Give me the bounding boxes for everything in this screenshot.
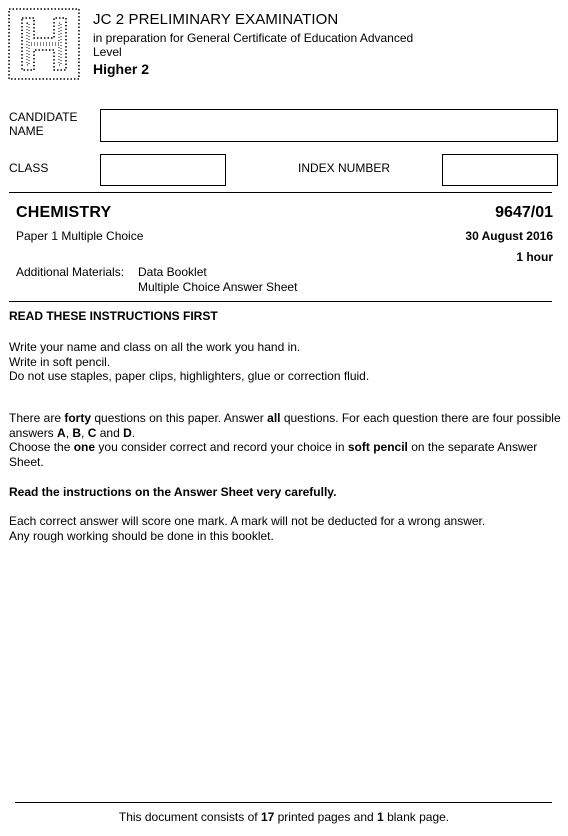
instruction-line: Each correct answer will score one mark. A mark will not be deducted for a wrong answer. (9, 514, 486, 528)
exam-title: JC 2 PRELIMINARY EXAMINATION (93, 11, 339, 28)
exam-level: Higher 2 (93, 61, 150, 77)
answer-sheet-note: Read the instructions on the Answer Sheet very carefully. (9, 485, 337, 499)
candidate-name-label-line-2: NAME (9, 124, 44, 138)
instruction-line: Do not use staples, paper clips, highlighters, glue or correction fluid. (9, 369, 370, 383)
middle-divider (9, 301, 552, 302)
text-run-bold: C (87, 425, 97, 440)
instruction-line: Write your name and class on all the work you hand in. (9, 340, 301, 354)
school-crest-logo (8, 8, 80, 80)
instructions-heading: READ THESE INSTRUCTIONS FIRST (9, 309, 218, 323)
text-run: questions on this paper. Answer (91, 411, 268, 425)
instruction-line: Write in soft pencil. (9, 354, 111, 369)
paper-code: 9647/01 (495, 204, 553, 221)
text-run: questions. For each question there are four possible answers (9, 411, 561, 440)
blank-page-count: 1 (377, 810, 384, 824)
additional-material-item: Multiple Choice Answer Sheet (138, 280, 298, 294)
text-run: . (131, 425, 136, 440)
text-run: on the separate Answer Sheet. (9, 440, 538, 469)
text-run-bold: B (72, 425, 82, 440)
text-run-bold: forty (64, 411, 92, 425)
instruction-line: Any rough working should be done in this booklet. (9, 528, 274, 543)
additional-materials-label: Additional Materials: (16, 265, 125, 279)
index-number-label: INDEX NUMBER (298, 161, 391, 175)
text-run-bold: all (267, 411, 281, 425)
text-run: , (81, 425, 88, 440)
subject-title: CHEMISTRY (16, 204, 112, 221)
general-instructions (9, 340, 561, 384)
text-run: This document consists of (118, 810, 261, 824)
question-count-paragraph (9, 411, 561, 440)
subtitle-line-1: in preparation for General Certificate of Education Advanced (93, 31, 414, 45)
class-field[interactable] (100, 154, 226, 186)
class-label: CLASS (9, 161, 49, 175)
top-divider (9, 192, 552, 193)
text-run-bold: one (73, 440, 96, 454)
subtitle-line-2: Level (93, 45, 122, 59)
text-run-bold: soft pencil (347, 440, 408, 454)
additional-material-item: Data Booklet (138, 265, 207, 279)
text-run-bold: A (57, 425, 66, 440)
exam-subtitle (93, 31, 453, 59)
text-run: There are (9, 411, 65, 425)
candidate-name-label (9, 110, 77, 138)
text-run: you consider correct and record your choice in (95, 440, 348, 454)
text-run: Choose the (9, 440, 74, 454)
footer-divider (15, 802, 552, 803)
index-number-field[interactable] (442, 154, 558, 186)
candidate-name-label-line-1: CANDIDATE (9, 110, 78, 124)
exam-date: 30 August 2016 (465, 229, 553, 243)
answer-choice-paragraph (9, 440, 561, 469)
printed-page-count: 17 (260, 810, 275, 824)
text-run: , (65, 425, 73, 440)
text-run: and (96, 425, 124, 440)
text-run: printed pages and (274, 810, 378, 824)
candidate-name-field[interactable] (100, 109, 558, 142)
paper-name: Paper 1 Multiple Choice (16, 229, 144, 243)
page-count-footer (0, 810, 568, 824)
marking-instructions (9, 514, 561, 543)
text-run-bold: D (123, 425, 132, 440)
exam-duration: 1 hour (516, 250, 553, 264)
text-run: blank page. (383, 810, 450, 824)
